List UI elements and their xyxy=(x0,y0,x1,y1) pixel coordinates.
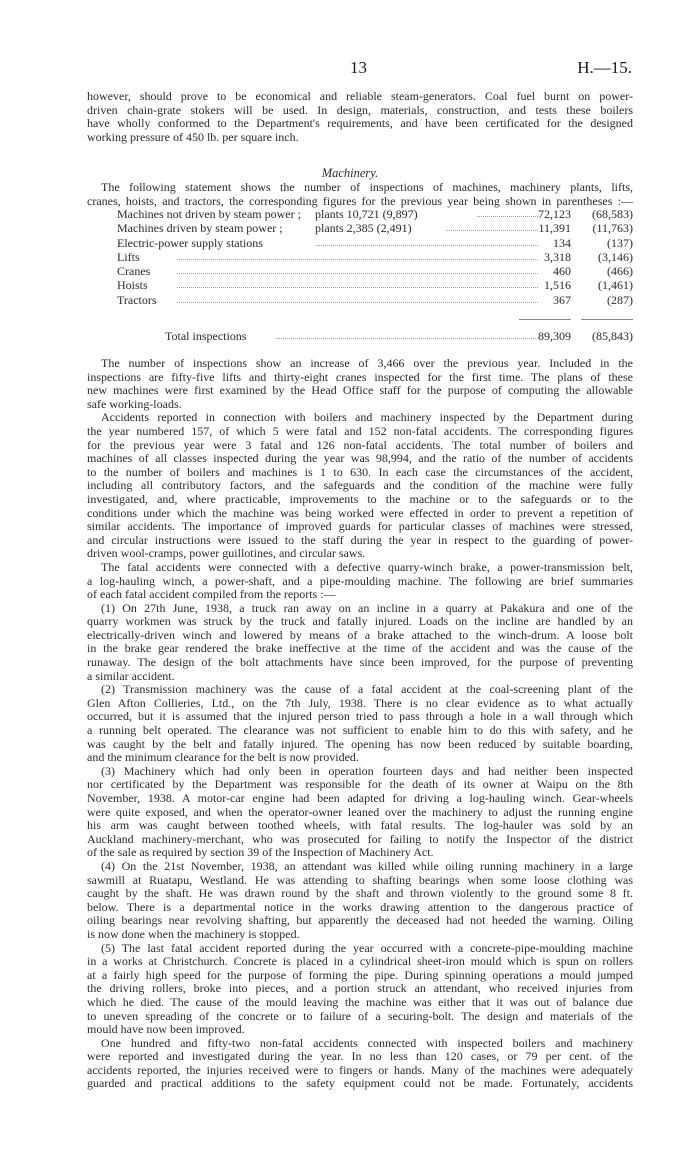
text-line: new machines were first examined by the Head Office staff for the purpose of computing the allowable xyxy=(87,384,633,398)
text-line: investigated, and, where practicable, improvements to the machine or to the safeguards or to the xyxy=(87,492,633,506)
text-line: driven wool-cramps, power guillotines, and circular saws. xyxy=(87,547,366,561)
text-line: conditions under which the machine was being worked were effected in order to prevent a repetition of xyxy=(87,506,633,520)
text-line: driven chain-grate stokers will be used. In design, materials, construction, and tests these boilers xyxy=(87,103,633,117)
table-row xyxy=(87,236,633,250)
current-count: 11,391 xyxy=(538,221,571,236)
text-line: caught by the shaft. He was drawn round by the shaft and thrown violently to the ground some 8 ft. xyxy=(87,887,633,901)
current-count: 3,318 xyxy=(544,249,571,264)
document-reference: H.—15. xyxy=(577,58,632,77)
text-line: was caught by the belt and fatally injured. The opening has now been reduced by suitable boarding, xyxy=(87,737,633,751)
table-row xyxy=(87,221,633,235)
text-line: Auckland machinery-merchant, who was prosecuted for failing to notify the Inspector of the district xyxy=(87,832,633,846)
text-line: guarded and practical additions to the safety equipment could not be made. Fortunately, accidents xyxy=(87,1077,633,1091)
row-plants-detail: plants 10,721 (9,897) xyxy=(315,207,418,221)
previous-count: (3,146) xyxy=(598,249,633,264)
table-row xyxy=(87,250,633,264)
row-label: Electric-power supply stations xyxy=(117,235,263,250)
dot-leader xyxy=(177,287,538,288)
text-line: cranes, hoists, and tractors, the corresponding figures for the previous year being shown in parentheses :— xyxy=(87,194,633,208)
text-line: (3) Machinery which had only been in operation fourteen days and had neither been inspected xyxy=(101,764,633,778)
row-label: Machines driven by steam power ; xyxy=(117,221,283,236)
total-row xyxy=(87,329,633,343)
text-line: The fatal accidents were connected with a defective quarry-winch brake, a power-transmission belt, xyxy=(101,560,633,574)
paragraph xyxy=(87,90,633,144)
previous-count: (466) xyxy=(607,264,633,279)
table-row xyxy=(87,207,633,221)
previous-count: (68,583) xyxy=(592,207,633,221)
paragraph xyxy=(87,561,633,602)
section-heading: Machinery. xyxy=(321,166,379,180)
page-number: 13 xyxy=(350,58,367,77)
sum-rules xyxy=(87,307,633,329)
table-row xyxy=(87,264,633,278)
row-label: Machines not driven by steam power ; xyxy=(117,207,301,221)
inspections-table xyxy=(87,207,633,343)
text-line: to the number of boilers and machines is 1 to 630. In each case the circumstances of the accident, xyxy=(87,465,633,479)
text-line: oiling bearings near revolving shafting, but apparently the deceased had not heeded the warning. Oiling xyxy=(87,914,633,928)
row-label: Cranes xyxy=(117,264,151,279)
text-line: in the brake gear rendered the brake ineffective at the time of the accident and was the cause of the xyxy=(87,642,633,656)
text-line: in a works at Christchurch. Concrete is placed in a cylindrical sheet-iron mould which is spun on rollers xyxy=(87,955,633,969)
text-line: runaway. The design of the bolt attachments have since been improved, for the purpose of preventing xyxy=(87,656,633,670)
row-label: Hoists xyxy=(117,278,148,293)
row-plants-detail: plants 2,385 (2,491) xyxy=(315,221,412,236)
text-line: safe working-loads. xyxy=(87,397,182,411)
paragraph xyxy=(87,942,633,1037)
table-row xyxy=(87,293,633,307)
text-line: One hundred and fifty-two non-fatal accidents connected with inspected boilers and machinery xyxy=(101,1036,633,1050)
paragraph xyxy=(87,411,633,561)
body-text xyxy=(87,357,633,1091)
text-line: and circular instructions were issued to the staff during the year in respect to the guarding of power- xyxy=(87,533,633,547)
text-line: (5) The last fatal accident reported during the year occurred with a concrete-pipe-moulding machine xyxy=(101,941,633,955)
intro-paragraph xyxy=(87,90,633,144)
text-line: The following statement shows the number of inspections of machines, machinery plants, lifts, xyxy=(101,181,633,194)
row-label: Lifts xyxy=(117,249,140,264)
text-line: sawmill at Ruatapu, Westland. He was attending to shafting bearings when some loose clothing was xyxy=(87,873,633,887)
paragraph xyxy=(87,1037,633,1091)
previous-count: (1,461) xyxy=(598,278,633,293)
text-line: is now done when the machinery is stopped. xyxy=(87,927,300,941)
statement-paragraph xyxy=(87,181,633,208)
current-count: 367 xyxy=(553,292,571,307)
text-line: for the previous year were 3 fatal and 126 non-fatal accidents. The total number of boilers and xyxy=(87,438,633,452)
text-line: which he died. The cause of the mould leaving the machine was either that it was out of balance due xyxy=(87,995,633,1009)
text-line: similar accidents. The importance of improved guards for particular classes of machines were stressed, xyxy=(87,520,633,534)
text-line: Glen Afton Collieries, Ltd., on the 7th July, 1938. There is no clear evidence as to what actually xyxy=(87,696,633,710)
text-line: were reported and investigated during the year. In no less than 120 cases, or 79 per cent. of the xyxy=(87,1050,633,1064)
text-line: nor certificated by the Department was responsible for the death of its owner at Waipu on the 8th xyxy=(87,778,633,792)
text-line: at a fairly high speed for the purpose of forming the pipe. During spinning operations a mould jumped xyxy=(87,968,633,982)
total-label: Total inspections xyxy=(165,329,247,344)
paragraph xyxy=(87,181,633,208)
text-line: and the minimum clearance for the belt is now provided. xyxy=(87,751,359,765)
text-line: below. There is a departmental notice in the works drawing attention to the dangerous practice of xyxy=(87,900,633,914)
text-line: including all contributory factors, and the safeguards and the condition of the machine were fully xyxy=(87,479,633,493)
paragraph xyxy=(87,683,633,765)
text-line: were quite exposed, and when the operator-owner leaned over the machinery to adjust the running engine xyxy=(87,805,633,819)
text-line: mould have now been improved. xyxy=(87,1023,245,1037)
text-line: (4) On the 21st November, 1938, an attendant was killed while oiling running machinery in a large xyxy=(101,859,633,873)
previous-count: (11,763) xyxy=(592,221,633,236)
dot-leader xyxy=(177,302,538,303)
text-line: occurred, but it is assumed that the injured person tried to pass through a hole in a wall through which xyxy=(87,710,633,724)
text-line: November, 1938. A motor-car engine had been adapted for driving a log-hauling winch. Gear-wheels xyxy=(87,792,633,805)
text-line: to uneven spreading of the concrete or to failure of a securing-bolt. The design and materials of the xyxy=(87,1009,633,1023)
text-line: of each fatal accident compiled from the reports :— xyxy=(87,588,336,602)
current-count: 72,123 xyxy=(538,207,571,221)
current-count: 1,516 xyxy=(544,278,571,293)
row-label: Tractors xyxy=(117,292,157,307)
current-count: 134 xyxy=(553,235,571,250)
total-previous: (85,843) xyxy=(592,329,633,344)
previous-count: (287) xyxy=(607,292,633,307)
previous-count: (137) xyxy=(607,235,633,250)
text-line: quarry workmen was struck by the truck and fatally injured. Loads on the incline are handled by an xyxy=(87,615,633,629)
text-line: have wholly conformed to the Department's requirements, and have been certificated for the designed xyxy=(87,117,633,131)
text-line: the driving rollers, broke into pieces, and a portion struck an attendant, who received injuries from xyxy=(87,982,633,996)
text-line: the year numbered 157, of which 5 were fatal and 152 non-fatal accidents. The corresponding figures xyxy=(87,424,633,438)
text-line: a log-hauling winch, a power-shaft, and a pipe-moulding machine. The following are brief summaries xyxy=(87,574,633,588)
table-row xyxy=(87,278,633,292)
paragraph xyxy=(87,860,633,942)
text-line: a similar accident. xyxy=(87,669,175,683)
text-line: of the sale as required by section 39 of the Inspection of Machinery Act. xyxy=(87,846,434,860)
text-line: (2) Transmission machinery was the cause of a fatal accident at the coal-screening plant of the xyxy=(101,683,633,697)
text-line: electrically-driven winch and lowered by means of a brake attached to the winch-drum. A loose bolt xyxy=(87,628,633,642)
text-line: Accidents reported in connection with boilers and machinery inspected by the Department during xyxy=(101,411,633,425)
sum-rule xyxy=(519,319,571,320)
current-count: 460 xyxy=(553,264,571,279)
text-line: machines of all classes inspected during the year was 98,994, and the ratio of the number of accidents xyxy=(87,452,633,466)
dot-leader xyxy=(177,259,538,260)
text-line: a running belt operated. The clearance was not sufficient to enable him to do this with safety, and he xyxy=(87,724,633,738)
dot-leader xyxy=(277,338,538,339)
paragraph xyxy=(87,602,633,684)
text-line: inspections are fifty-five lifts and thirty-eight cranes inspected for the first time. The plans of these xyxy=(87,370,633,384)
text-line: working pressure of 450 lb. per square inch. xyxy=(87,130,299,144)
text-line: (1) On 27th June, 1938, a truck ran away on an incline in a quarry at Pakakura and one of the xyxy=(101,601,633,615)
paragraph xyxy=(87,357,633,411)
total-current: 89,309 xyxy=(538,329,571,344)
sum-rule xyxy=(581,319,633,320)
text-line: however, should prove to be economical and reliable steam-generators. Coal fuel burnt on power- xyxy=(87,90,633,103)
text-line: The number of inspections show an increase of 3,466 over the previous year. Included in the xyxy=(101,357,633,370)
dot-leader xyxy=(177,273,538,274)
text-line: his arm was caught between toothed wheels, with fatal results. The log-hauler was sold by an xyxy=(87,819,633,833)
text-line: accidents reported, the injuries received were to fingers or hands. Many of the machines were adequately xyxy=(87,1063,633,1077)
paragraph xyxy=(87,765,633,860)
